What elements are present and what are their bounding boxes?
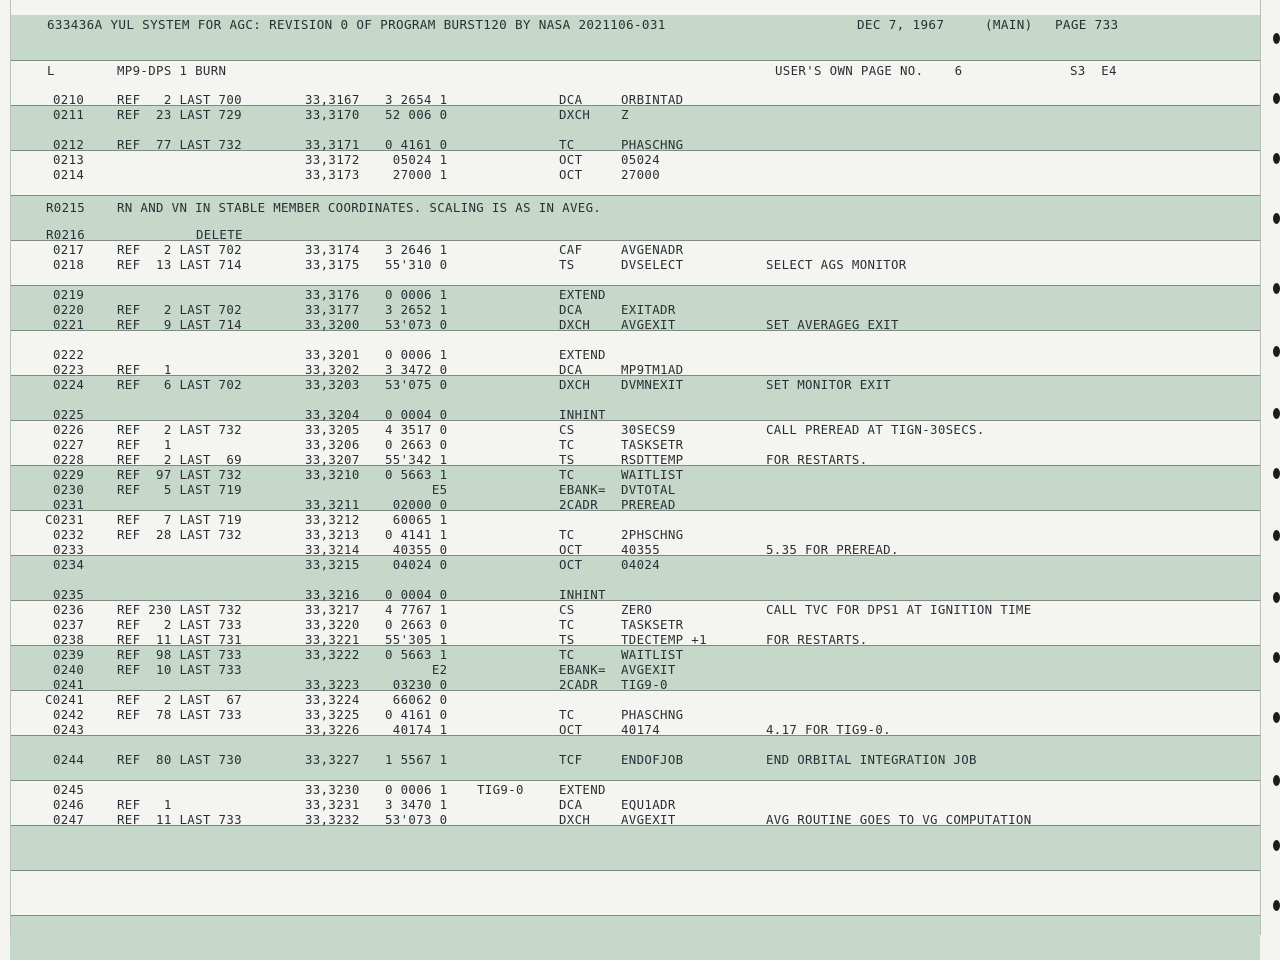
paper-right-edge	[1260, 0, 1261, 935]
row-operand: Z	[621, 107, 629, 122]
row-reference: REF 77 LAST 732	[117, 137, 242, 152]
row-operand: PREREAD	[621, 497, 676, 512]
row-address: 33,3223	[305, 677, 360, 692]
subheader-code: S3 E4	[1070, 63, 1117, 78]
row-label: TIG9-0	[477, 782, 524, 797]
row-reference: REF 80 LAST 730	[117, 752, 242, 767]
row-octal-value: 0 0006 1	[385, 347, 448, 362]
row-reference: REF 9 LAST 714	[117, 317, 242, 332]
paper-rule	[10, 915, 1260, 916]
row-octal-value: 66062 0	[385, 692, 448, 707]
remark-text: RN AND VN IN STABLE MEMBER COORDINATES. SCALING IS AS IN AVEG.	[117, 200, 602, 215]
row-address: 33,3215	[305, 557, 360, 572]
row-address: 33,3225	[305, 707, 360, 722]
row-octal-value: 4 7767 1	[385, 602, 448, 617]
row-operand: ENDOFJOB	[621, 752, 684, 767]
row-reference: REF 2 LAST 702	[117, 302, 242, 317]
row-address: 33,3174	[305, 242, 360, 257]
row-octal-value: 55'310 0	[385, 257, 448, 272]
row-opcode: TC	[559, 527, 575, 542]
paper-rule	[10, 780, 1260, 781]
row-octal-value: 0 0006 1	[385, 782, 448, 797]
feed-hole	[1273, 468, 1280, 479]
row-octal-value: 0 2663 0	[385, 437, 448, 452]
row-octal-value: E5	[385, 482, 448, 497]
row-opcode: CS	[559, 602, 575, 617]
row-reference: REF 2 LAST 732	[117, 422, 242, 437]
row-line-number: 0245	[53, 782, 85, 797]
row-line-number: 0236	[53, 602, 85, 617]
row-address: 33,3177	[305, 302, 360, 317]
row-opcode: INHINT	[559, 407, 606, 422]
paper-rule	[10, 195, 1260, 196]
row-octal-value: 0 0004 0	[385, 587, 448, 602]
row-operand: WAITLIST	[621, 467, 684, 482]
row-operand: EXITADR	[621, 302, 676, 317]
row-operand: DVTOTAL	[621, 482, 676, 497]
row-opcode: DCA	[559, 302, 583, 317]
row-reference: REF 13 LAST 714	[117, 257, 242, 272]
row-operand: ZERO	[621, 602, 653, 617]
row-operand: 05024	[621, 152, 661, 167]
row-line-number: 0226	[53, 422, 85, 437]
row-operand: PHASCHNG	[621, 137, 684, 152]
row-line-number: 0247	[53, 812, 85, 827]
row-address: 33,3224	[305, 692, 360, 707]
row-operand: MP9TM1AD	[621, 362, 684, 377]
row-line-number: 0212	[53, 137, 85, 152]
row-octal-value: 27000 1	[385, 167, 448, 182]
row-octal-value: 55'305 1	[385, 632, 448, 647]
row-address: 33,3212	[305, 512, 360, 527]
row-operand: TDECTEMP +1	[621, 632, 707, 647]
row-operand: 27000	[621, 167, 661, 182]
row-reference: REF 28 LAST 732	[117, 527, 242, 542]
feed-hole	[1273, 775, 1280, 786]
row-line-number: 0230	[53, 482, 85, 497]
row-opcode: EXTEND	[559, 782, 606, 797]
row-opcode: EXTEND	[559, 287, 606, 302]
row-octal-value: 0 5663 1	[385, 647, 448, 662]
row-line-number: 0231	[53, 497, 85, 512]
row-opcode: CS	[559, 422, 575, 437]
row-opcode: DCA	[559, 92, 583, 107]
row-address: 33,3210	[305, 467, 360, 482]
row-operand: PHASCHNG	[621, 707, 684, 722]
row-line-number: 0210	[53, 92, 85, 107]
row-operand: AVGEXIT	[621, 812, 676, 827]
row-operand: 40174	[621, 722, 661, 737]
row-octal-value: 55'342 1	[385, 452, 448, 467]
row-address: 33,3222	[305, 647, 360, 662]
paper-rule	[10, 285, 1260, 286]
row-line-number: 0220	[53, 302, 85, 317]
row-octal-value: 04024 0	[385, 557, 448, 572]
row-octal-value: 0 0006 1	[385, 287, 448, 302]
row-octal-value: E2	[385, 662, 448, 677]
row-octal-value: 0 4161 0	[385, 137, 448, 152]
feed-hole	[1273, 840, 1280, 851]
row-opcode: EBANK=	[559, 482, 606, 497]
row-line-number: 0229	[53, 467, 85, 482]
row-address: 33,3203	[305, 377, 360, 392]
row-octal-value: 3 3472 0	[385, 362, 448, 377]
row-line-number: 0224	[53, 377, 85, 392]
row-reference: REF 2 LAST 702	[117, 242, 242, 257]
row-octal-value: 05024 1	[385, 152, 448, 167]
row-operand: 04024	[621, 557, 661, 572]
row-address: 33,3220	[305, 617, 360, 632]
row-reference: REF 230 LAST 732	[117, 602, 242, 617]
row-opcode: TS	[559, 452, 575, 467]
row-line-number: 0232	[53, 527, 85, 542]
row-line-number: 0214	[53, 167, 85, 182]
row-octal-value: 3 2654 1	[385, 92, 448, 107]
row-line-number: 0213	[53, 152, 85, 167]
feed-hole	[1273, 213, 1280, 224]
row-reference: REF 2 LAST 700	[117, 92, 242, 107]
row-line-number: 0221	[53, 317, 85, 332]
row-line-number: 0228	[53, 452, 85, 467]
row-operand: EQU1ADR	[621, 797, 676, 812]
row-octal-value: 60065 1	[385, 512, 448, 527]
row-comment: FOR RESTARTS.	[766, 452, 868, 467]
subheader-flag: L	[47, 63, 55, 78]
row-octal-value: 0 4161 0	[385, 707, 448, 722]
row-operand: DVMNEXIT	[621, 377, 684, 392]
subheader-users-page: USER'S OWN PAGE NO. 6	[775, 63, 963, 78]
paper-band	[10, 915, 1260, 960]
row-line-number: 0218	[53, 257, 85, 272]
row-opcode: TC	[559, 617, 575, 632]
row-reference: REF 6 LAST 702	[117, 377, 242, 392]
row-reference: REF 7 LAST 719	[117, 512, 242, 527]
row-line-number: 0237	[53, 617, 85, 632]
feed-hole	[1273, 900, 1280, 911]
remark-line-number: R0216	[46, 227, 86, 242]
row-opcode: TC	[559, 707, 575, 722]
paper-rule	[10, 870, 1260, 871]
row-line-number: 0242	[53, 707, 85, 722]
row-operand: TASKSETR	[621, 437, 684, 452]
feed-hole	[1273, 592, 1280, 603]
row-reference: REF 1	[117, 437, 172, 452]
row-octal-value: 40174 1	[385, 722, 448, 737]
feed-hole	[1273, 652, 1280, 663]
row-opcode: OCT	[559, 152, 583, 167]
row-comment: SELECT AGS MONITOR	[766, 257, 907, 272]
row-opcode: OCT	[559, 557, 583, 572]
row-address: 33,3173	[305, 167, 360, 182]
feed-hole	[1273, 530, 1280, 541]
row-address: 33,3206	[305, 437, 360, 452]
row-reference: REF 2 LAST 733	[117, 617, 242, 632]
row-line-number: 0222	[53, 347, 85, 362]
remark-line-number: R0215	[46, 200, 86, 215]
row-address: 33,3216	[305, 587, 360, 602]
remark-text: DELETE	[196, 227, 243, 242]
row-address: 33,3175	[305, 257, 360, 272]
row-comment: END ORBITAL INTEGRATION JOB	[766, 752, 977, 767]
row-operand: ORBINTAD	[621, 92, 684, 107]
row-address: 33,3226	[305, 722, 360, 737]
row-reference: REF 1	[117, 797, 172, 812]
feed-hole	[1273, 408, 1280, 419]
row-opcode: DCA	[559, 362, 583, 377]
row-opcode: DCA	[559, 797, 583, 812]
row-comment: 5.35 FOR PREREAD.	[766, 542, 899, 557]
row-address: 33,3231	[305, 797, 360, 812]
row-address: 33,3232	[305, 812, 360, 827]
row-opcode: DXCH	[559, 377, 591, 392]
row-octal-value: 4 3517 0	[385, 422, 448, 437]
header-page: PAGE 733	[1055, 17, 1119, 32]
row-reference: REF 1	[117, 362, 172, 377]
feed-hole	[1273, 346, 1280, 357]
row-comment: SET MONITOR EXIT	[766, 377, 891, 392]
row-reference: REF 5 LAST 719	[117, 482, 242, 497]
row-opcode: OCT	[559, 542, 583, 557]
row-reference: REF 11 LAST 731	[117, 632, 242, 647]
row-address: 33,3217	[305, 602, 360, 617]
row-operand: TIG9-0	[621, 677, 668, 692]
paper-rule	[10, 60, 1260, 61]
row-reference: REF 11 LAST 733	[117, 812, 242, 827]
row-line-number: 0233	[53, 542, 85, 557]
row-comment: FOR RESTARTS.	[766, 632, 868, 647]
row-address: 33,3201	[305, 347, 360, 362]
row-comment: AVG ROUTINE GOES TO VG COMPUTATION	[766, 812, 1032, 827]
row-opcode: 2CADR	[559, 497, 599, 512]
subheader-title: MP9-DPS 1 BURN	[117, 63, 227, 78]
row-octal-value: 40355 0	[385, 542, 448, 557]
row-address: 33,3172	[305, 152, 360, 167]
row-octal-value: 52 006 0	[385, 107, 448, 122]
row-reference: REF 23 LAST 729	[117, 107, 242, 122]
row-line-number: 0240	[53, 662, 85, 677]
row-operand: RSDTTEMP	[621, 452, 684, 467]
row-comment: SET AVERAGEG EXIT	[766, 317, 899, 332]
row-address: 33,3202	[305, 362, 360, 377]
row-opcode: TC	[559, 647, 575, 662]
row-octal-value: 1 5567 1	[385, 752, 448, 767]
row-octal-value: 53'075 0	[385, 377, 448, 392]
row-address: 33,3213	[305, 527, 360, 542]
row-opcode: DXCH	[559, 317, 591, 332]
row-line-number: 0223	[53, 362, 85, 377]
row-opcode: TC	[559, 437, 575, 452]
paper-band	[10, 825, 1260, 870]
row-opcode: TC	[559, 137, 575, 152]
row-line-number: 0211	[53, 107, 85, 122]
row-address: 33,3211	[305, 497, 360, 512]
row-line-number: 0234	[53, 557, 85, 572]
row-line-number: C0241	[45, 692, 85, 707]
header-title: 633436A YUL SYSTEM FOR AGC: REVISION 0 OF PROGRAM BURST120 BY NASA 2021106-031	[47, 17, 666, 32]
row-opcode: DXCH	[559, 107, 591, 122]
row-reference: REF 2 LAST 67	[117, 692, 242, 707]
row-operand: AVGEXIT	[621, 317, 676, 332]
row-opcode: OCT	[559, 722, 583, 737]
row-line-number: 0227	[53, 437, 85, 452]
row-address: 33,3227	[305, 752, 360, 767]
row-operand: DVSELECT	[621, 257, 684, 272]
header-date: DEC 7, 1967	[857, 17, 945, 32]
row-address: 33,3214	[305, 542, 360, 557]
row-octal-value: 53'073 0	[385, 317, 448, 332]
row-line-number: 0235	[53, 587, 85, 602]
row-operand: AVGEXIT	[621, 662, 676, 677]
header-main: (MAIN)	[985, 17, 1033, 32]
row-operand: WAITLIST	[621, 647, 684, 662]
row-octal-value: 0 0004 0	[385, 407, 448, 422]
row-address: 33,3230	[305, 782, 360, 797]
row-line-number: 0238	[53, 632, 85, 647]
row-octal-value: 02000 0	[385, 497, 448, 512]
row-operand: 2PHSCHNG	[621, 527, 684, 542]
row-address: 33,3221	[305, 632, 360, 647]
row-address: 33,3204	[305, 407, 360, 422]
row-opcode: TS	[559, 257, 575, 272]
row-line-number: 0241	[53, 677, 85, 692]
row-address: 33,3207	[305, 452, 360, 467]
row-address: 33,3176	[305, 287, 360, 302]
row-comment: CALL TVC FOR DPS1 AT IGNITION TIME	[766, 602, 1032, 617]
row-opcode: TC	[559, 467, 575, 482]
row-octal-value: 0 2663 0	[385, 617, 448, 632]
row-octal-value: 3 2646 1	[385, 242, 448, 257]
row-opcode: TCF	[559, 752, 583, 767]
row-line-number: 0244	[53, 752, 85, 767]
row-octal-value: 53'073 0	[385, 812, 448, 827]
row-operand: 40355	[621, 542, 661, 557]
row-line-number: C0231	[45, 512, 85, 527]
row-opcode: TS	[559, 632, 575, 647]
row-octal-value: 3 2652 1	[385, 302, 448, 317]
paper-rule	[10, 600, 1260, 601]
row-line-number: 0219	[53, 287, 85, 302]
row-octal-value: 3 3470 1	[385, 797, 448, 812]
row-reference: REF 97 LAST 732	[117, 467, 242, 482]
row-address: 33,3205	[305, 422, 360, 437]
row-opcode: 2CADR	[559, 677, 599, 692]
row-reference: REF 98 LAST 733	[117, 647, 242, 662]
row-octal-value: 0 5663 1	[385, 467, 448, 482]
row-reference: REF 2 LAST 69	[117, 452, 242, 467]
row-opcode: INHINT	[559, 587, 606, 602]
row-address: 33,3171	[305, 137, 360, 152]
row-comment: 4.17 FOR TIG9-0.	[766, 722, 891, 737]
row-octal-value: 03230 0	[385, 677, 448, 692]
row-opcode: EBANK=	[559, 662, 606, 677]
row-operand: AVGENADR	[621, 242, 684, 257]
row-operand: TASKSETR	[621, 617, 684, 632]
row-address: 33,3167	[305, 92, 360, 107]
row-opcode: DXCH	[559, 812, 591, 827]
row-line-number: 0217	[53, 242, 85, 257]
row-line-number: 0239	[53, 647, 85, 662]
row-octal-value: 0 4141 1	[385, 527, 448, 542]
paper-left-edge	[10, 0, 11, 935]
feed-hole	[1273, 93, 1280, 104]
row-opcode: EXTEND	[559, 347, 606, 362]
row-comment: CALL PREREAD AT TIGN-30SECS.	[766, 422, 985, 437]
row-line-number: 0243	[53, 722, 85, 737]
paper-rule	[10, 420, 1260, 421]
feed-hole	[1273, 33, 1280, 44]
feed-hole	[1273, 712, 1280, 723]
row-opcode: CAF	[559, 242, 583, 257]
row-address: 33,3170	[305, 107, 360, 122]
row-line-number: 0225	[53, 407, 85, 422]
feed-hole	[1273, 283, 1280, 294]
row-address: 33,3200	[305, 317, 360, 332]
row-opcode: OCT	[559, 167, 583, 182]
feed-hole	[1273, 153, 1280, 164]
row-operand: 30SECS9	[621, 422, 676, 437]
row-line-number: 0246	[53, 797, 85, 812]
row-reference: REF 10 LAST 733	[117, 662, 242, 677]
row-reference: REF 78 LAST 733	[117, 707, 242, 722]
